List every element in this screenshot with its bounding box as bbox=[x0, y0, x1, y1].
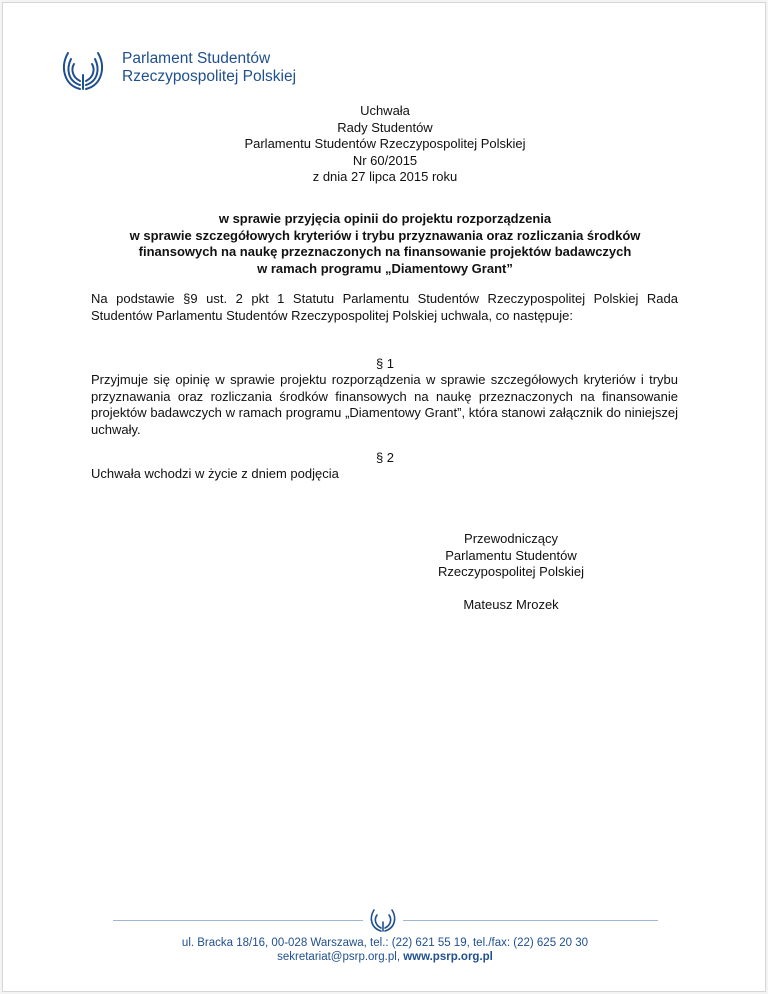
footer-wings-icon bbox=[363, 906, 403, 934]
section-2-mark: § 2 bbox=[375, 450, 395, 465]
logo-line-2: Rzeczypospolitej Polskiej bbox=[122, 68, 297, 85]
header-line-2: Rady Studentów bbox=[337, 119, 433, 135]
signature-line-1: Przewodniczący bbox=[464, 531, 558, 546]
title-line-4: w ramach programu „Diamentowy Grant” bbox=[257, 260, 513, 276]
signatory-name: Mateusz Mrozek bbox=[463, 596, 559, 612]
footer-address: ul. Bracka 18/16, 00-028 Warszawa, tel.: (22) 621 55 19, tel./fax: (22) 625 20 30 bbox=[181, 937, 589, 949]
footer-web-line bbox=[3, 950, 767, 964]
signature-line-2: Parlamentu Studentów bbox=[445, 547, 577, 563]
footer-email-link[interactable]: sekretariat@psrp.org.pl bbox=[277, 951, 397, 963]
section-1-mark: § 1 bbox=[375, 356, 395, 371]
signature-line-3: Rzeczypospolitej Polskiej bbox=[438, 564, 584, 580]
resolution-title bbox=[3, 211, 767, 277]
organization-name bbox=[122, 50, 296, 86]
footer-separator: , bbox=[396, 951, 404, 963]
section-2-text: Uchwała wchodzi w życie z dniem podjęcia bbox=[91, 466, 339, 481]
header-line-5: z dnia 27 lipca 2015 roku bbox=[312, 169, 458, 185]
signature-block bbox=[403, 531, 619, 613]
section-1-text: Przyjmuje się opinię w sprawie projektu rozporządzenia w sprawie szczegółowych kryteriów i trybu przyznawania oraz rozliczania środków finansowych na naukę przeznaczonych na finansowanie projektów badawczych w ramach programu „Diamentowy Grant”, która stanowi załącznik do niniejszej uchwały. bbox=[91, 372, 678, 437]
header-line-1: Uchwała bbox=[360, 103, 410, 118]
header-line-3: Parlamentu Studentów Rzeczypospolitej Polskiej bbox=[244, 136, 526, 152]
logo-line-1: Parlament Studentów bbox=[122, 50, 271, 67]
preamble-paragraph: Na podstawie §9 ust. 2 pkt 1 Statutu Parlamentu Studentów Rzeczypospolitej Polskiej Rada Studentów Parlamentu Studentów Rzeczypospolitej Polskiej uchwala, co następuje: bbox=[91, 291, 678, 323]
title-line-1: w sprawie przyjęcia opinii do projektu rozporządzenia bbox=[218, 211, 552, 226]
title-line-3: finansowych na naukę przeznaczonych na finansowanie projektów badawczych bbox=[138, 244, 632, 260]
document-page bbox=[2, 2, 766, 992]
resolution-header bbox=[3, 103, 767, 186]
title-line-2: w sprawie szczegółowych kryteriów i trybu przyznawania oraz rozliczania środków bbox=[129, 227, 641, 243]
footer-website-link[interactable]: www.psrp.org.pl bbox=[403, 951, 493, 963]
footer-contact bbox=[3, 936, 767, 964]
header-line-4: Nr 60/2015 bbox=[352, 152, 418, 168]
wings-emblem-icon bbox=[58, 45, 108, 95]
